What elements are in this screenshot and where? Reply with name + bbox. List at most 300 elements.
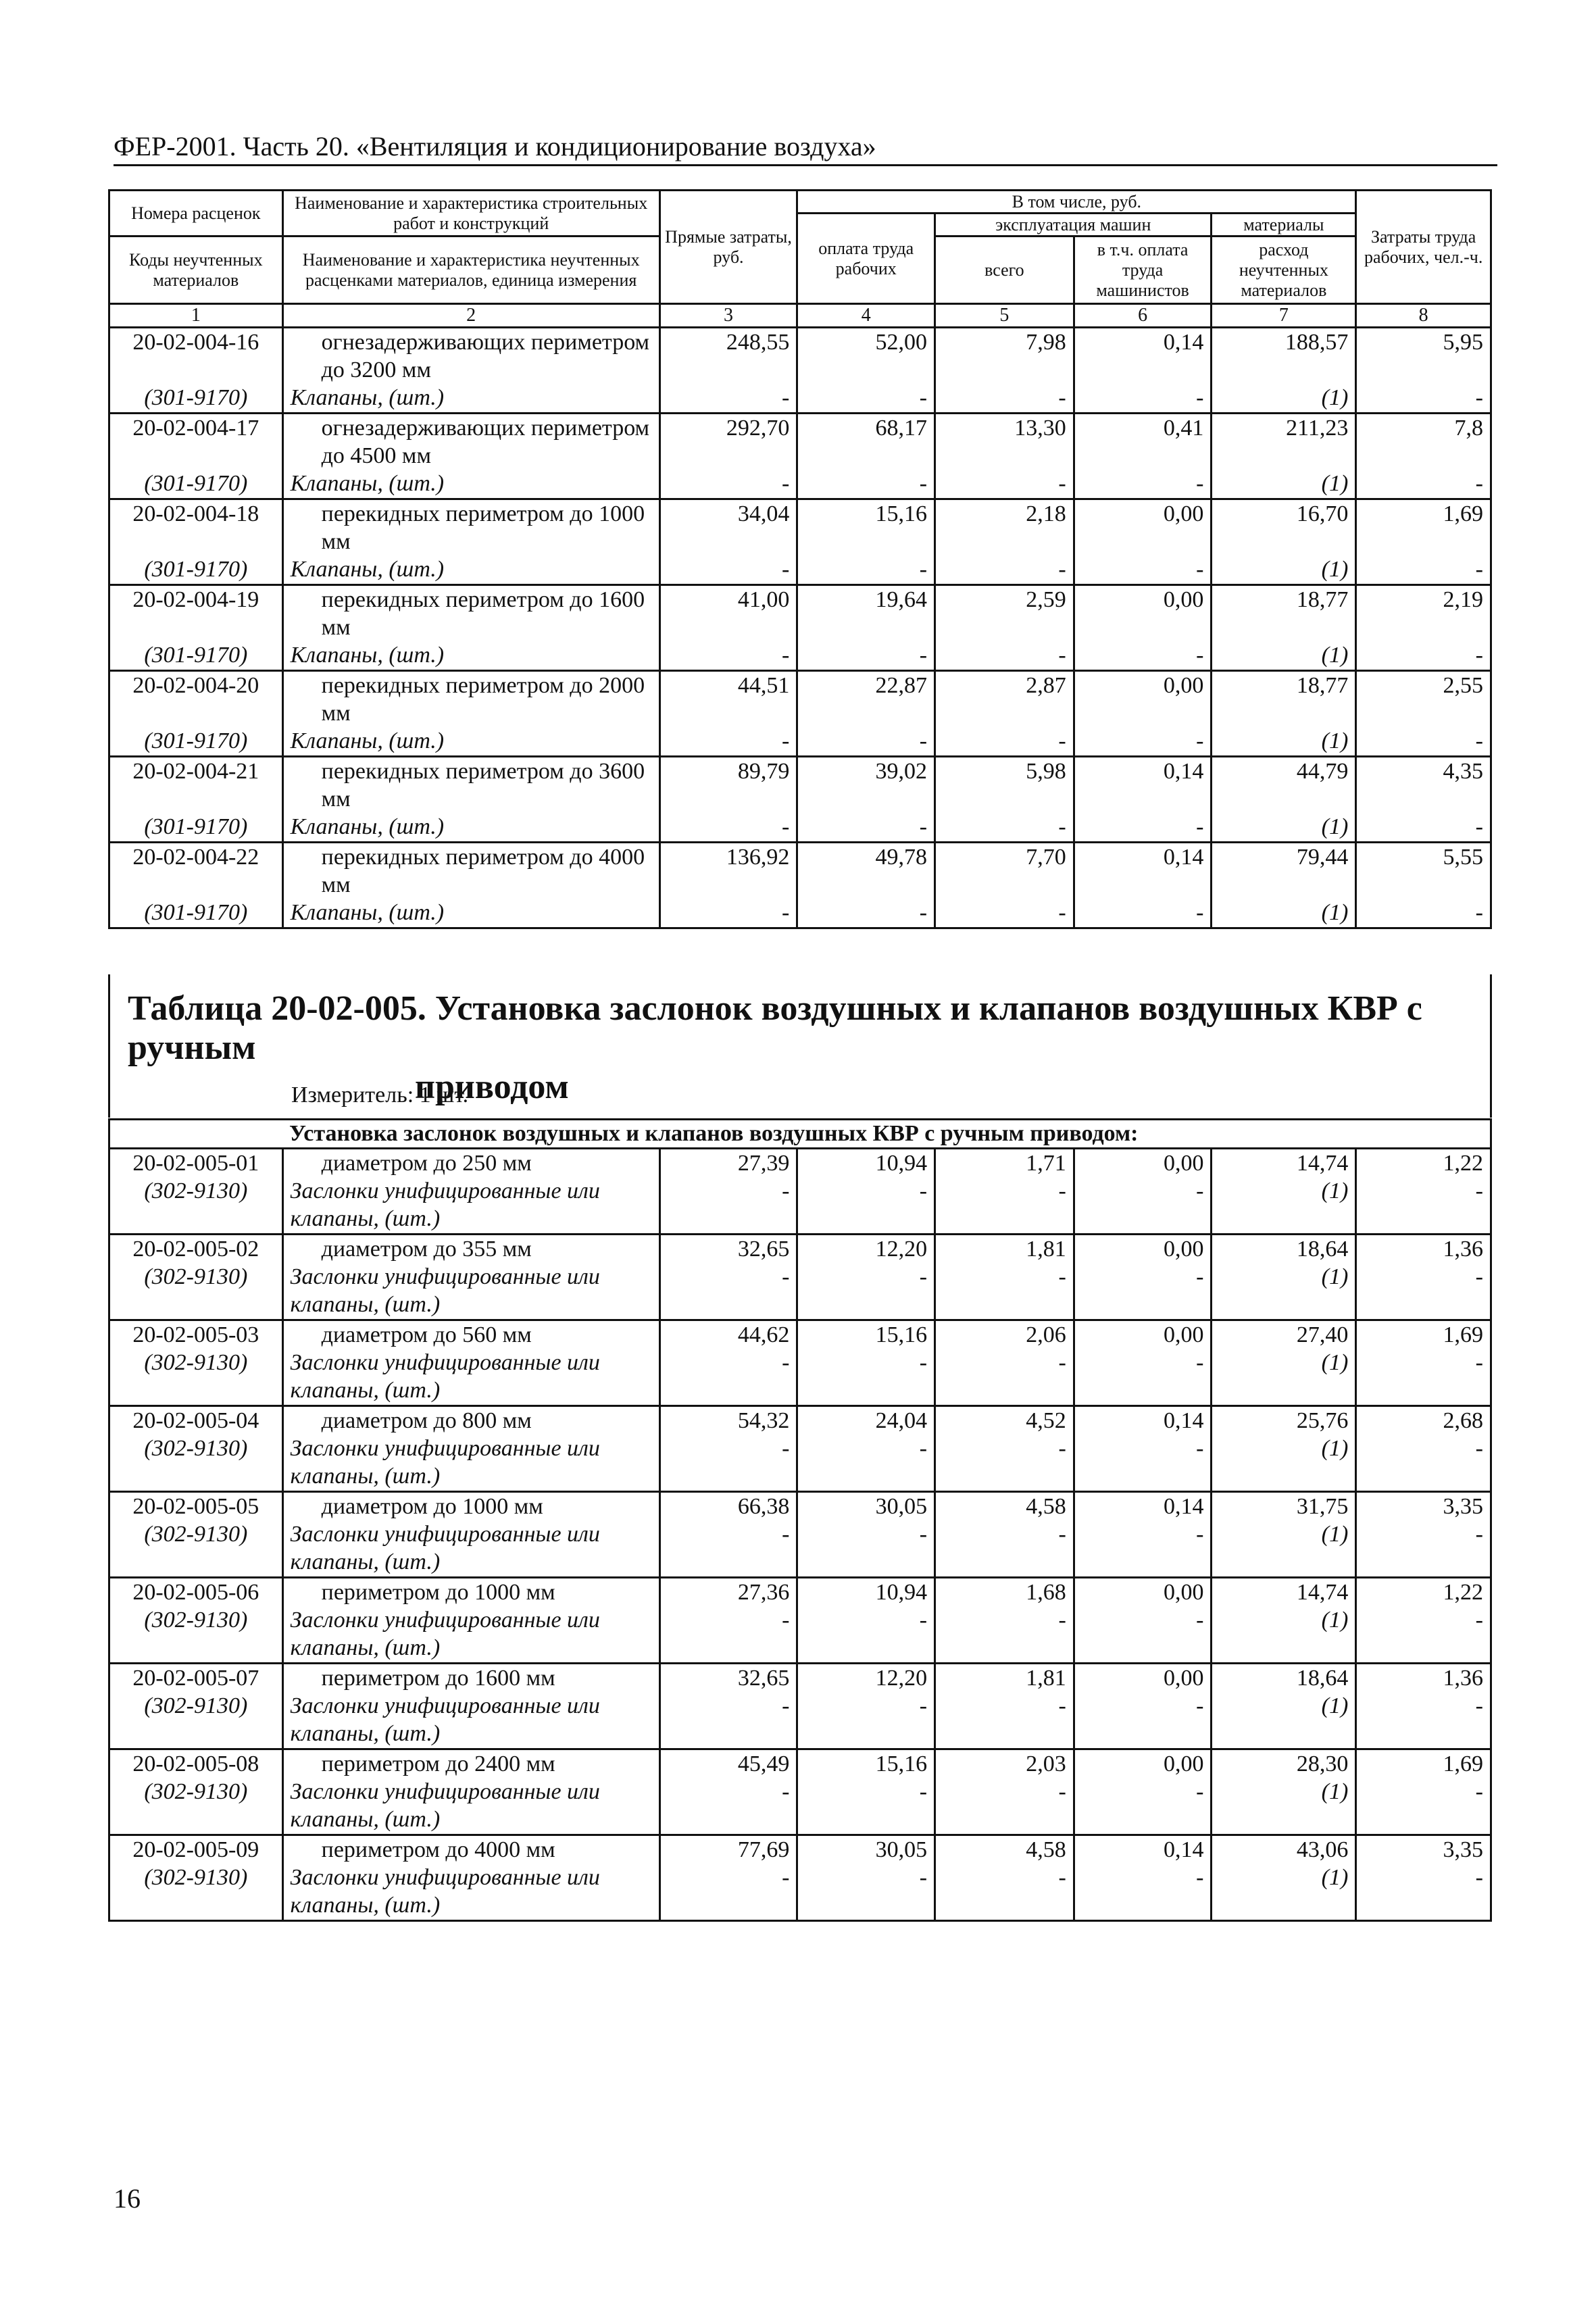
direct-costs: 41,00 xyxy=(737,587,790,612)
direct-costs: 32,65 xyxy=(737,1666,790,1691)
labor-hours: 2,55 xyxy=(1443,673,1483,698)
page-header: ФЕР-2001. Часть 20. «Вентиляция и кондиционирование воздуха» xyxy=(114,130,1497,166)
dash-mark: - xyxy=(919,1779,928,1804)
table-title-line2: приводом xyxy=(415,1068,569,1106)
materials-cost: 14,74 xyxy=(1296,1151,1349,1176)
labor-hours: 1,22 xyxy=(1443,1151,1483,1176)
work-name: огнезадерживающих периметром до 3200 мм xyxy=(321,330,650,382)
materials-cost: 18,64 xyxy=(1296,1237,1349,1262)
col-header-operator-pay: в т.ч. оплата труда машинистов xyxy=(1074,237,1212,304)
work-name-cell xyxy=(282,1664,659,1749)
labor-pay: 22,87 xyxy=(875,673,928,698)
material-qty: (1) xyxy=(1321,471,1349,496)
operator-pay: 0,00 xyxy=(1163,587,1204,612)
table-005-heading xyxy=(108,974,1492,1118)
machines-total-cell xyxy=(935,1149,1074,1235)
machines-total: 2,87 xyxy=(1026,673,1066,698)
machines-total-cell xyxy=(935,671,1074,757)
col-header-materials-consumption: расход неучтенных материалов xyxy=(1212,237,1356,304)
spacer xyxy=(805,871,927,899)
materials-cost-cell xyxy=(1212,1406,1356,1492)
dash-mark: - xyxy=(919,1865,928,1890)
labor-pay: 15,16 xyxy=(875,1751,928,1776)
table-row xyxy=(109,757,1491,843)
dash-mark: - xyxy=(782,1350,790,1375)
direct-costs: 45,49 xyxy=(737,1751,790,1776)
direct-costs: 66,38 xyxy=(737,1494,790,1519)
material-name: Заслонки унифицированные или клапаны, (шт.) xyxy=(290,1350,600,1403)
materials-cost-cell xyxy=(1212,328,1356,414)
labor-pay: 30,05 xyxy=(875,1837,928,1862)
rate-number: 20-02-005-04 xyxy=(132,1408,259,1433)
labor-hours-cell xyxy=(1356,843,1491,928)
rate-number: 20-02-005-03 xyxy=(132,1322,259,1347)
work-name: огнезадерживающих периметром до 4500 мм xyxy=(321,416,650,468)
labor-pay: 49,78 xyxy=(875,845,928,870)
rate-code-cell xyxy=(109,671,283,757)
table-subheading-row xyxy=(109,1120,1491,1149)
spacer xyxy=(1082,785,1204,813)
spacer xyxy=(1082,528,1204,555)
dash-mark: - xyxy=(782,471,790,496)
dash-mark: - xyxy=(782,557,790,582)
dash-mark: - xyxy=(1058,814,1066,839)
dash-mark: - xyxy=(1196,643,1204,668)
dash-mark: - xyxy=(919,728,928,753)
material-code: (301-9170) xyxy=(144,385,248,410)
labor-hours: 1,22 xyxy=(1443,1580,1483,1605)
dash-mark: - xyxy=(1196,557,1204,582)
machines-total-cell xyxy=(935,1835,1074,1921)
direct-costs-cell xyxy=(659,414,797,499)
dash-mark: - xyxy=(1196,900,1204,925)
dash-mark: - xyxy=(1475,1693,1483,1718)
material-code: (301-9170) xyxy=(144,471,248,496)
rate-number: 20-02-005-01 xyxy=(132,1151,259,1176)
labor-pay: 10,94 xyxy=(875,1580,928,1605)
material-qty: (1) xyxy=(1321,643,1349,668)
materials-cost-cell xyxy=(1212,757,1356,843)
operator-pay-cell xyxy=(1074,585,1212,671)
material-qty: (1) xyxy=(1321,900,1349,925)
spacer xyxy=(1364,614,1483,641)
operator-pay: 0,14 xyxy=(1163,845,1204,870)
dash-mark: - xyxy=(1475,814,1483,839)
labor-hours: 3,35 xyxy=(1443,1494,1483,1519)
dash-mark: - xyxy=(1058,1693,1066,1718)
spacer xyxy=(943,871,1066,899)
col-num-2: 2 xyxy=(282,304,659,328)
rate-number: 20-02-005-02 xyxy=(132,1237,259,1262)
dash-mark: - xyxy=(1058,900,1066,925)
material-name: Заслонки унифицированные или клапаны, (шт.) xyxy=(290,1522,600,1574)
material-name: Заслонки унифицированные или клапаны, (шт.) xyxy=(290,1264,600,1317)
dash-mark: - xyxy=(1475,1350,1483,1375)
spacer xyxy=(805,442,927,470)
material-code: (302-9130) xyxy=(144,1779,248,1804)
dash-mark: - xyxy=(1475,557,1483,582)
work-name-cell xyxy=(282,499,659,585)
table-row xyxy=(109,414,1491,499)
labor-pay-cell xyxy=(797,585,935,671)
labor-pay-cell xyxy=(797,1664,935,1749)
work-name: перекидных периметром до 3600 мм xyxy=(321,759,645,812)
direct-costs: 44,62 xyxy=(737,1322,790,1347)
spacer xyxy=(668,442,790,470)
machines-total: 2,03 xyxy=(1026,1751,1066,1776)
direct-costs-cell xyxy=(659,1406,797,1492)
materials-cost: 44,79 xyxy=(1296,759,1349,784)
operator-pay-cell xyxy=(1074,757,1212,843)
work-name-cell xyxy=(282,843,659,928)
material-name: Клапаны, (шт.) xyxy=(290,814,445,839)
work-name: диаметром до 800 мм xyxy=(321,1408,532,1433)
labor-pay-cell xyxy=(797,1235,935,1320)
operator-pay-cell xyxy=(1074,843,1212,928)
work-name: перекидных периметром до 1600 мм xyxy=(321,587,645,640)
operator-pay: 0,41 xyxy=(1163,416,1204,441)
direct-costs-cell xyxy=(659,1578,797,1664)
work-name-cell xyxy=(282,1749,659,1835)
operator-pay-cell xyxy=(1074,1835,1212,1921)
material-name: Клапаны, (шт.) xyxy=(290,385,445,410)
table-row xyxy=(109,1320,1491,1406)
operator-pay-cell xyxy=(1074,1320,1212,1406)
spacer xyxy=(943,614,1066,641)
machines-total: 2,59 xyxy=(1026,587,1066,612)
labor-pay: 68,17 xyxy=(875,416,928,441)
material-qty: (1) xyxy=(1321,1178,1349,1203)
dash-mark: - xyxy=(919,1522,928,1547)
labor-pay: 39,02 xyxy=(875,759,928,784)
labor-pay: 19,64 xyxy=(875,587,928,612)
materials-cost-cell xyxy=(1212,414,1356,499)
operator-pay: 0,00 xyxy=(1163,1322,1204,1347)
dash-mark: - xyxy=(782,728,790,753)
dash-mark: - xyxy=(782,1693,790,1718)
work-name-cell xyxy=(282,1320,659,1406)
rate-code-cell xyxy=(109,1320,283,1406)
direct-costs: 54,32 xyxy=(737,1408,790,1433)
dash-mark: - xyxy=(782,643,790,668)
col-num-8: 8 xyxy=(1356,304,1491,328)
work-name: перекидных периметром до 4000 мм xyxy=(321,845,645,897)
direct-costs-cell xyxy=(659,1235,797,1320)
materials-cost: 27,40 xyxy=(1296,1322,1349,1347)
materials-cost: 18,64 xyxy=(1296,1666,1349,1691)
spacer xyxy=(1219,356,1348,384)
labor-hours: 7,8 xyxy=(1454,416,1483,441)
machines-total: 4,52 xyxy=(1026,1408,1066,1433)
operator-pay: 0,00 xyxy=(1163,1151,1204,1176)
dash-mark: - xyxy=(1475,385,1483,410)
rate-code-cell xyxy=(109,1235,283,1320)
dash-mark: - xyxy=(782,1436,790,1461)
material-name: Заслонки унифицированные или клапаны, (шт.) xyxy=(290,1178,600,1231)
dash-mark: - xyxy=(1196,1779,1204,1804)
dash-mark: - xyxy=(1196,814,1204,839)
labor-hours: 2,19 xyxy=(1443,587,1483,612)
table-row xyxy=(109,1235,1491,1320)
material-code: (302-9130) xyxy=(144,1436,248,1461)
material-code: (302-9130) xyxy=(144,1608,248,1633)
spacer xyxy=(1219,442,1348,470)
material-name: Клапаны, (шт.) xyxy=(290,643,445,668)
labor-pay-cell xyxy=(797,1578,935,1664)
spacer xyxy=(1082,871,1204,899)
materials-cost: 43,06 xyxy=(1296,1837,1349,1862)
table-row xyxy=(109,499,1491,585)
dash-mark: - xyxy=(1475,1436,1483,1461)
rate-number: 20-02-004-17 xyxy=(132,416,259,441)
spacer xyxy=(1364,871,1483,899)
material-code: (302-9130) xyxy=(144,1178,248,1203)
work-name: периметром до 1600 мм xyxy=(321,1666,555,1691)
labor-hours-cell xyxy=(1356,1835,1491,1921)
dash-mark: - xyxy=(919,1264,928,1289)
material-name: Клапаны, (шт.) xyxy=(290,471,445,496)
labor-hours-cell xyxy=(1356,1749,1491,1835)
materials-cost: 211,23 xyxy=(1286,416,1349,441)
direct-costs: 77,69 xyxy=(737,1837,790,1862)
rates-table-004 xyxy=(108,189,1492,929)
col-num-6: 6 xyxy=(1074,304,1212,328)
dash-mark: - xyxy=(782,1522,790,1547)
machines-total: 2,06 xyxy=(1026,1322,1066,1347)
table-row xyxy=(109,1664,1491,1749)
dash-mark: - xyxy=(919,1350,928,1375)
spacer xyxy=(943,442,1066,470)
labor-pay-cell xyxy=(797,1835,935,1921)
material-code: (301-9170) xyxy=(144,728,248,753)
material-qty: (1) xyxy=(1321,1608,1349,1633)
dash-mark: - xyxy=(1058,728,1066,753)
rate-number: 20-02-004-18 xyxy=(132,501,259,526)
work-name-cell xyxy=(282,671,659,757)
dash-mark: - xyxy=(782,1264,790,1289)
dash-mark: - xyxy=(782,1779,790,1804)
machines-total-cell xyxy=(935,328,1074,414)
material-code: (301-9170) xyxy=(144,814,248,839)
machines-total: 1,68 xyxy=(1026,1580,1066,1605)
operator-pay: 0,14 xyxy=(1163,1494,1204,1519)
direct-costs-cell xyxy=(659,757,797,843)
col-header-rate-number: Номера расценок xyxy=(109,191,283,237)
table-title-line1: Таблица 20-02-005. Установка заслонок воздушных и клапанов воздушных КВР с ручным xyxy=(128,989,1422,1067)
machines-total: 4,58 xyxy=(1026,1494,1066,1519)
direct-costs-cell xyxy=(659,499,797,585)
table-row xyxy=(109,328,1491,414)
dash-mark: - xyxy=(1058,1350,1066,1375)
dash-mark: - xyxy=(782,1178,790,1203)
work-name-cell xyxy=(282,585,659,671)
table-row xyxy=(109,1749,1491,1835)
material-code: (302-9130) xyxy=(144,1865,248,1890)
materials-cost-cell xyxy=(1212,843,1356,928)
spacer xyxy=(943,356,1066,384)
operator-pay-cell xyxy=(1074,671,1212,757)
labor-hours-cell xyxy=(1356,1406,1491,1492)
dash-mark: - xyxy=(919,814,928,839)
direct-costs-cell xyxy=(659,843,797,928)
dash-mark: - xyxy=(919,1178,928,1203)
labor-pay-cell xyxy=(797,1320,935,1406)
dash-mark: - xyxy=(782,1608,790,1633)
spacer xyxy=(1219,785,1348,813)
dash-mark: - xyxy=(1196,1264,1204,1289)
spacer xyxy=(1219,614,1348,641)
machines-total-cell xyxy=(935,499,1074,585)
work-name: диаметром до 355 мм xyxy=(321,1237,532,1262)
labor-hours: 1,69 xyxy=(1443,501,1483,526)
rate-code-cell xyxy=(109,414,283,499)
operator-pay-cell xyxy=(1074,1149,1212,1235)
dash-mark: - xyxy=(1475,1608,1483,1633)
direct-costs-cell xyxy=(659,1320,797,1406)
machines-total: 13,30 xyxy=(1014,416,1066,441)
operator-pay-cell xyxy=(1074,1406,1212,1492)
operator-pay-cell xyxy=(1074,499,1212,585)
dash-mark: - xyxy=(1058,471,1066,496)
dash-mark: - xyxy=(1475,1779,1483,1804)
labor-hours-cell xyxy=(1356,757,1491,843)
material-name: Заслонки унифицированные или клапаны, (шт.) xyxy=(290,1865,600,1918)
rate-code-cell xyxy=(109,1492,283,1578)
rate-code-cell xyxy=(109,585,283,671)
dash-mark: - xyxy=(1196,728,1204,753)
spacer xyxy=(668,871,790,899)
work-name: диаметром до 560 мм xyxy=(321,1322,532,1347)
col-num-1: 1 xyxy=(109,304,283,328)
col-num-5: 5 xyxy=(935,304,1074,328)
direct-costs: 34,04 xyxy=(737,501,790,526)
dash-mark: - xyxy=(1196,471,1204,496)
operator-pay: 0,00 xyxy=(1163,1237,1204,1262)
materials-cost-cell xyxy=(1212,499,1356,585)
materials-cost: 28,30 xyxy=(1296,1751,1349,1776)
col-header-materials: материалы xyxy=(1212,214,1356,237)
table-row xyxy=(109,843,1491,928)
machines-total: 7,70 xyxy=(1026,845,1066,870)
spacer xyxy=(1219,528,1348,555)
rate-code-cell xyxy=(109,1578,283,1664)
rate-number: 20-02-004-22 xyxy=(132,845,259,870)
materials-cost: 18,77 xyxy=(1296,673,1349,698)
dash-mark: - xyxy=(1196,1522,1204,1547)
work-name-cell xyxy=(282,1492,659,1578)
rate-number: 20-02-005-05 xyxy=(132,1494,259,1519)
dash-mark: - xyxy=(1475,1264,1483,1289)
labor-pay-cell xyxy=(797,1149,935,1235)
material-name: Клапаны, (шт.) xyxy=(290,557,445,582)
machines-total-cell xyxy=(935,585,1074,671)
dash-mark: - xyxy=(1058,643,1066,668)
dash-mark: - xyxy=(919,1608,928,1633)
dash-mark: - xyxy=(1196,1865,1204,1890)
dash-mark: - xyxy=(1475,643,1483,668)
spacer xyxy=(943,528,1066,555)
dash-mark: - xyxy=(1196,1436,1204,1461)
rate-number: 20-02-004-20 xyxy=(132,673,259,698)
rates-table-005 xyxy=(108,1118,1492,1922)
labor-hours-cell xyxy=(1356,328,1491,414)
col-header-labor-pay: оплата труда рабочих xyxy=(797,214,935,304)
rate-number: 20-02-005-09 xyxy=(132,1837,259,1862)
labor-hours-cell xyxy=(1356,1578,1491,1664)
labor-pay-cell xyxy=(797,499,935,585)
dash-mark: - xyxy=(919,471,928,496)
work-name-cell xyxy=(282,414,659,499)
machines-total: 4,58 xyxy=(1026,1837,1066,1862)
work-name: диаметром до 1000 мм xyxy=(321,1494,543,1519)
direct-costs: 136,92 xyxy=(726,845,790,870)
spacer xyxy=(1082,699,1204,727)
spacer xyxy=(1082,614,1204,641)
column-numbers-row xyxy=(109,304,1491,328)
material-name: Заслонки унифицированные или клапаны, (шт.) xyxy=(290,1693,600,1746)
material-code: (302-9130) xyxy=(144,1350,248,1375)
spacer xyxy=(117,528,275,555)
work-name-cell xyxy=(282,757,659,843)
spacer xyxy=(117,785,275,813)
labor-pay: 30,05 xyxy=(875,1494,928,1519)
dash-mark: - xyxy=(1475,728,1483,753)
dash-mark: - xyxy=(919,557,928,582)
labor-pay: 10,94 xyxy=(875,1151,928,1176)
materials-cost-cell xyxy=(1212,1320,1356,1406)
materials-cost-cell xyxy=(1212,1149,1356,1235)
col-header-machines: эксплуатация машин xyxy=(935,214,1212,237)
dash-mark: - xyxy=(1058,1178,1066,1203)
direct-costs-cell xyxy=(659,1749,797,1835)
labor-hours-cell xyxy=(1356,414,1491,499)
dash-mark: - xyxy=(1196,1178,1204,1203)
spacer xyxy=(805,699,927,727)
materials-cost-cell xyxy=(1212,1664,1356,1749)
work-name-cell xyxy=(282,1406,659,1492)
work-name-cell xyxy=(282,328,659,414)
labor-hours-cell xyxy=(1356,499,1491,585)
machines-total-cell xyxy=(935,1235,1074,1320)
machines-total-cell xyxy=(935,843,1074,928)
rate-code-cell xyxy=(109,1835,283,1921)
dash-mark: - xyxy=(782,1865,790,1890)
work-name-cell xyxy=(282,1578,659,1664)
col-num-4: 4 xyxy=(797,304,935,328)
col-num-3: 3 xyxy=(659,304,797,328)
direct-costs: 89,79 xyxy=(737,759,790,784)
rate-code-cell xyxy=(109,1149,283,1235)
operator-pay: 0,00 xyxy=(1163,1751,1204,1776)
rate-code-cell xyxy=(109,1406,283,1492)
spacer xyxy=(1364,356,1483,384)
labor-hours: 1,36 xyxy=(1443,1237,1483,1262)
dash-mark: - xyxy=(1475,1865,1483,1890)
machines-total: 2,18 xyxy=(1026,501,1066,526)
operator-pay-cell xyxy=(1074,328,1212,414)
materials-cost-cell xyxy=(1212,1235,1356,1320)
materials-cost-cell xyxy=(1212,1492,1356,1578)
dash-mark: - xyxy=(919,643,928,668)
machines-total-cell xyxy=(935,1320,1074,1406)
operator-pay-cell xyxy=(1074,1578,1212,1664)
material-qty: (1) xyxy=(1321,1264,1349,1289)
labor-hours: 1,69 xyxy=(1443,1322,1483,1347)
spacer xyxy=(1364,699,1483,727)
operator-pay: 0,14 xyxy=(1163,759,1204,784)
materials-cost-cell xyxy=(1212,1835,1356,1921)
machines-total-cell xyxy=(935,757,1074,843)
